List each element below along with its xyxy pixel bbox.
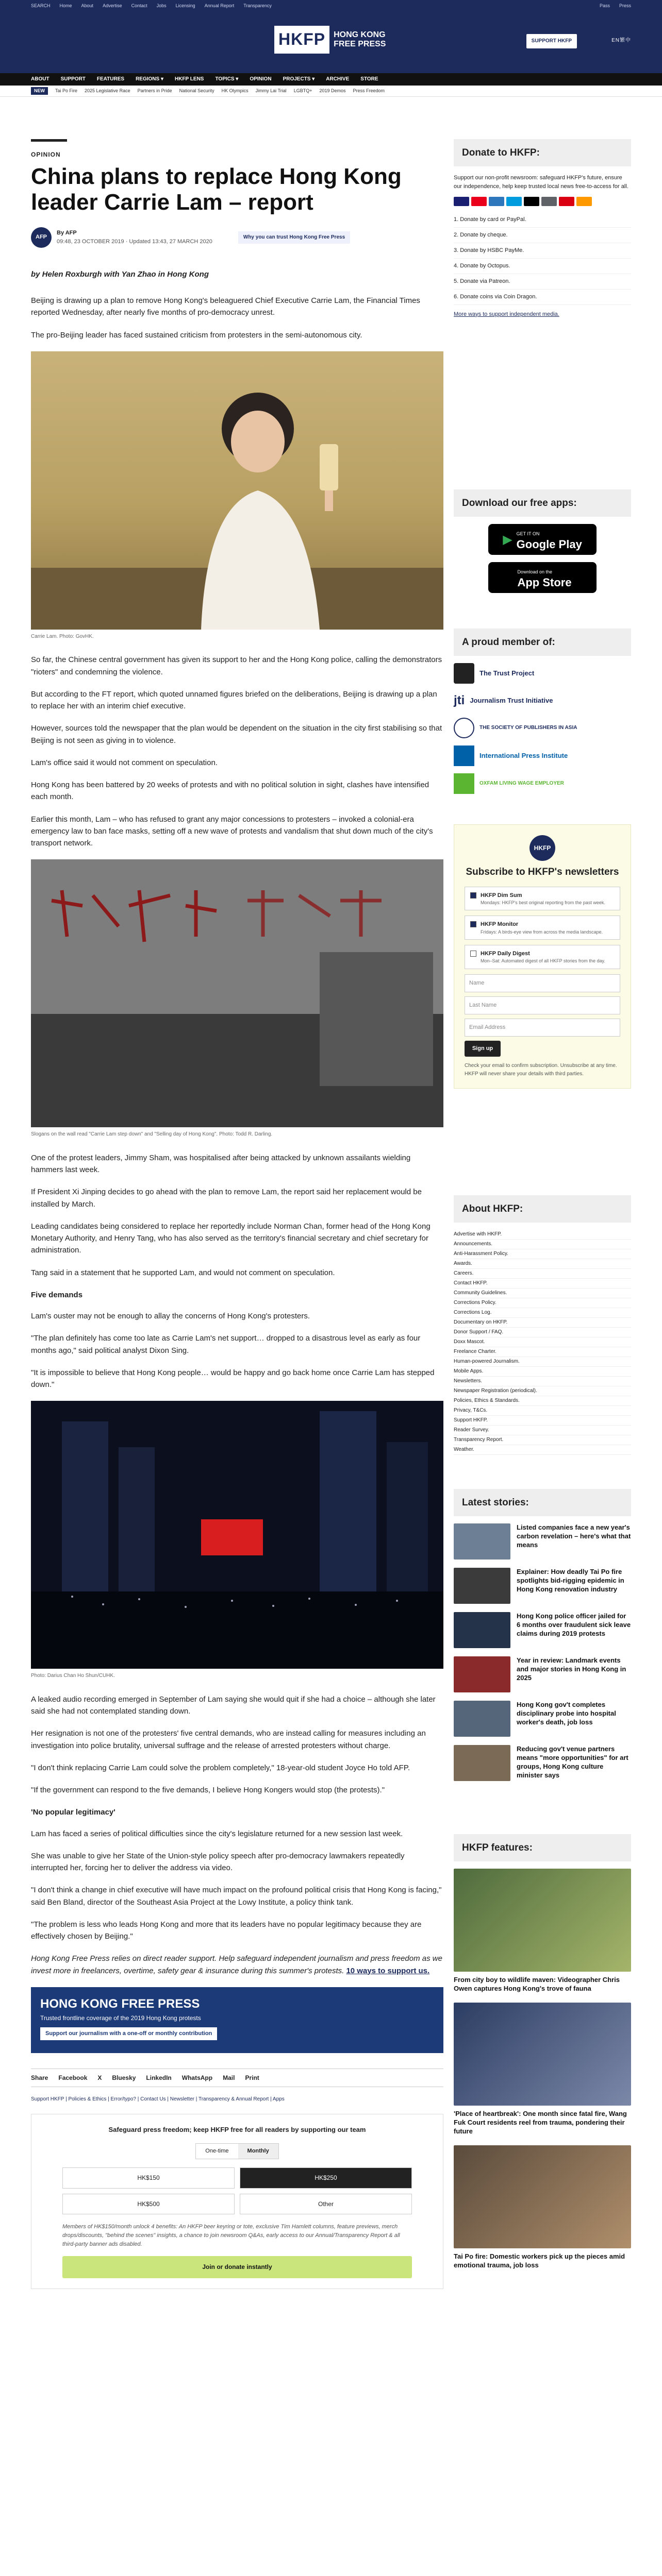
newsletter-fineprint: Check your email to confirm subscription. Unsubscribe at any time. HKFP will never share your details with third parties. (465, 1063, 617, 1077)
trust-icon (454, 663, 474, 684)
trending-item[interactable]: Tai Po Fire (55, 88, 78, 93)
trending-item[interactable]: Jimmy Lai Trial (255, 88, 287, 93)
visa-icon (454, 197, 469, 206)
feature-image (454, 2003, 631, 2106)
paragraph: Beijing is drawing up a plan to remove Hong Kong's beleaguered Chief Executive Carrie Lam, the Financial Times reported Wednesday, after nearly five months of pro-democracy unrest. (31, 296, 420, 317)
nav-archive[interactable]: ARCHIVE (326, 76, 350, 82)
checkbox[interactable] (470, 921, 476, 927)
play-icon: ▶ (503, 532, 512, 547)
join-donate-button[interactable]: Join or donate instantly (62, 2256, 412, 2278)
amount-option[interactable]: Other (240, 2194, 412, 2215)
apps-widget (454, 489, 631, 600)
carrie-lam-photo (31, 351, 443, 630)
section-heading: Five demands (31, 1290, 83, 1299)
about-link[interactable]: Documentary on HKFP. (454, 1318, 631, 1328)
member-name: The Trust Project (479, 669, 535, 677)
newsletter-option-dim-sum[interactable] (465, 887, 620, 911)
donate-widget (454, 139, 631, 319)
byline (31, 227, 443, 248)
logo-line2: FREE PRESS (334, 39, 386, 48)
more-ways-link[interactable]: More ways to support independent media. (454, 311, 559, 317)
gp-label: Google Play (516, 538, 582, 551)
about-link[interactable]: Freelance Charter. (454, 1347, 631, 1357)
about-link[interactable]: Awards. (454, 1259, 631, 1269)
nav-regions[interactable]: REGIONS ▾ (136, 76, 163, 82)
share-bar (31, 2069, 443, 2088)
paragraph: One of the protest leaders, Jimmy Sham, was hospitalised after being attacked by unknown assailants wielding hammers last week. (31, 1153, 411, 1175)
story-thumbnail (454, 1568, 510, 1604)
about-link[interactable]: Corrections Policy. (454, 1298, 631, 1308)
banner-title: HONG KONG FREE PRESS (40, 1996, 200, 2011)
story-thumbnail (454, 1523, 510, 1560)
paragraph: If President Xi Jinping decides to go ahead with the plan to remove Lam, the report said her replacement would be installed by March. (31, 1188, 422, 1209)
nav-features[interactable]: FEATURES (96, 76, 125, 82)
members-heading: A proud member of: (454, 629, 631, 656)
share-bluesky[interactable]: Bluesky (112, 2074, 136, 2081)
about-link[interactable]: Announcements. (454, 1240, 631, 1249)
ways-to-support-link[interactable]: 10 ways to support us. (346, 1966, 430, 1975)
about-link[interactable]: Newsletters. (454, 1377, 631, 1386)
paragraph: Lam's office said it would not comment on speculation. (31, 758, 218, 767)
octopus-icon (576, 197, 592, 206)
nav-projects[interactable]: PROJECTS ▾ (283, 76, 315, 82)
last-name-input[interactable]: Last Name (465, 996, 620, 1014)
story-item[interactable] (454, 1701, 631, 1737)
paypal-icon (506, 197, 522, 206)
site-logo[interactable] (274, 26, 386, 54)
nav-opinion[interactable]: OPINION (250, 76, 272, 82)
paragraph: "I don't think a change in chief executive will have much impact on the profound political crisis that Hong Kong is facing," said Ben Bland, director of the Southeast Asia Project at the Lowy Institute, a policy think tank. (31, 1886, 442, 1907)
support-note (31, 1953, 443, 1977)
story-title[interactable]: Listed companies face a new year's carbon revelation – here's what that means (517, 1523, 631, 1549)
paragraph: Her resignation is not one of the protesters' five central demands, who are instead calling for measures including an investigation into police brutality, universal suffrage and the release of arrested protesters without charge. (31, 1729, 426, 1750)
about-link[interactable]: Reader Survey. (454, 1426, 631, 1435)
story-item[interactable] (454, 1656, 631, 1692)
author-name[interactable]: By AFP (57, 229, 77, 236)
app-store-badge[interactable] (488, 562, 597, 593)
about-link[interactable]: Corrections Log. (454, 1308, 631, 1318)
trust-link[interactable]: Why you can trust Hong Kong Free Press (238, 231, 350, 244)
ipi-icon (454, 745, 474, 766)
about-link[interactable]: Mobile Apps. (454, 1367, 631, 1377)
graffiti-illustration (31, 859, 443, 1127)
checkbox[interactable] (470, 951, 476, 957)
paragraph: Lam has faced a series of political difficulties since the city's legislature returned for a new session last week. (31, 1829, 403, 1838)
donate-item[interactable]: 1. Donate by card or PayPal. (454, 212, 631, 228)
support-note-text: Hong Kong Free Press relies on direct reader support. Help safeguard independent journalism and press freedom as we invest more in freelancers, overtime, safety gear & insurance during this summer's protests. (31, 1954, 442, 1975)
frequency-toggle (195, 2143, 278, 2159)
amount-options (62, 2167, 412, 2214)
ipi-logo[interactable] (454, 745, 631, 766)
article (31, 139, 443, 2289)
donation-box (31, 2114, 443, 2289)
logo-text (334, 30, 386, 48)
paragraph: However, sources told the newspaper that the plan would be dependent on the situation in the city first stabilising so that Beijing is not seen as giving in to violence. (31, 724, 442, 745)
member-name: THE SOCIETY OF PUBLISHERS IN ASIA (479, 724, 577, 731)
share-whatsapp[interactable]: WhatsApp (181, 2074, 213, 2081)
paragraph: "It is impossible to believe that Hong Kong people… would be happy and go back home once Carrie Lam has stepped down." (31, 1368, 435, 1389)
feature-title[interactable]: From city boy to wildlife maven: Videographer Chris Owen captures Hong Kong's trove of fauna (454, 1976, 620, 1993)
share-linkedin[interactable]: LinkedIn (146, 2074, 172, 2081)
story-title[interactable]: Explainer: How deadly Tai Po fire spotlights bid-rigging epidemic in Hong Kong renovation industry (517, 1568, 624, 1594)
nav-topics[interactable]: TOPICS ▾ (215, 76, 239, 82)
share-facebook[interactable]: Facebook (58, 2074, 88, 2081)
support-banner[interactable] (31, 1987, 443, 2053)
nav-hkfp-lens[interactable]: HKFP LENS (174, 76, 204, 82)
story-thumbnail (454, 1745, 510, 1781)
option-desc: Mon–Sat: Automated digest of all HKFP stories from the day. (481, 958, 605, 964)
paragraph: Lam's ouster may not be enough to allay the concerns of Hong Kong's protesters. (31, 1312, 310, 1321)
pass-link[interactable]: Pass (599, 3, 610, 9)
one-time-option[interactable]: One-time (205, 2148, 229, 2155)
about-link[interactable]: Transparency Report. (454, 1435, 631, 1445)
trending-item[interactable]: 2019 Demos (319, 88, 346, 93)
story-thumbnail (454, 1612, 510, 1648)
paragraph: A leaked audio recording emerged in September of Lam saying she would quit if she had a choice – although she later said she had not contemplated standing down. (31, 1694, 436, 1716)
story-title[interactable]: Reducing gov't venue partners means "more opportunities" for art groups, Hong Kong culture minister says (517, 1745, 628, 1780)
newsletter-title: Subscribe to HKFP's newsletters (466, 867, 619, 877)
email-input[interactable]: Email Address (465, 1019, 620, 1037)
donate-item[interactable]: 3. Donate by HSBC PayMe. (454, 243, 631, 259)
jti-icon: jti (454, 693, 465, 708)
jobs-link[interactable]: Jobs (156, 3, 167, 9)
feature-item[interactable] (454, 2003, 631, 2136)
about-link[interactable]: Weather. (454, 1445, 631, 1455)
search-link[interactable]: SEARCH (31, 3, 51, 9)
about-link[interactable]: Doxx Mascot. (454, 1337, 631, 1347)
member-name: Journalism Trust Initiative (470, 696, 553, 704)
member-name: OXFAM LIVING WAGE EMPLOYER (479, 780, 564, 786)
feature-title[interactable]: 'Place of heartbreak': One month since fatal fire, Wang Fuk Court residents reel from trauma, pondering their future (454, 2110, 627, 2135)
rally-illustration (31, 1401, 443, 1669)
donate-item[interactable]: 2. Donate by cheque. (454, 228, 631, 243)
jti-logo[interactable] (454, 691, 631, 710)
graffiti-photo (31, 859, 443, 1127)
about-link[interactable]: Newspaper Registration (periodical). (454, 1386, 631, 1396)
authors-line: by Helen Roxburgh with Yan Zhao in Hong Kong (31, 269, 209, 279)
as-label: App Store (517, 576, 572, 589)
feature-item[interactable] (454, 1869, 631, 1993)
publish-dates: 09:48, 23 OCTOBER 2019 · Updated 13:43, 27 MARCH 2020 (57, 238, 212, 245)
option-name: HKFP Daily Digest (481, 951, 530, 957)
contact-link[interactable]: Contact (131, 3, 147, 9)
paragraph: "The plan definitely has come too late as Carrie Lam's net support… dropped to a disastrous level as early as four months ago," said political analyst Dixon Sing. (31, 1334, 421, 1355)
google-pay-icon (541, 197, 557, 206)
amount-option[interactable]: HK$250 (240, 2167, 412, 2189)
about-heading: About HKFP: (454, 1195, 631, 1223)
paragraph: Earlier this month, Lam – who has refused to grant any major concessions to protesters – invoked a colonial-era emergency law to ban face masks, setting off a new wave of protests and vandalism that shut down much of the city's transport network. (31, 815, 433, 848)
paragraph: Leading candidates being considered to replace her reportedly include Norman Chan, former head of the Hong Kong Monetary Authority, and Henry Tang, who has also served as the territory's financial secretary and chief secretary for administration. (31, 1222, 431, 1255)
checkbox[interactable] (470, 892, 476, 899)
latest-widget (454, 1489, 631, 1789)
photo-caption: Carrie Lam. Photo: GovHK. (31, 633, 94, 639)
donate-heading: Donate to HKFP: (454, 139, 631, 166)
story-item[interactable] (454, 1745, 631, 1781)
trending-item[interactable]: Press Freedom (353, 88, 385, 93)
transparency-link[interactable]: Transparency (243, 3, 272, 9)
about-link[interactable]: About (81, 3, 94, 9)
share-print[interactable]: Print (245, 2074, 259, 2081)
about-widget (454, 1195, 631, 1455)
oxfam-icon (454, 773, 474, 794)
about-link[interactable]: Contact HKFP. (454, 1279, 631, 1289)
payment-icons (454, 197, 631, 206)
rally-photo (31, 1401, 443, 1669)
amex-icon (489, 197, 504, 206)
newsletter-option-monitor[interactable] (465, 916, 620, 940)
hkfp-badge: HKFP (529, 835, 555, 861)
donate-list (454, 212, 631, 305)
feature-title[interactable]: Tai Po fire: Domestic workers pick up the pieces amid emotional trauma, job loss (454, 2252, 625, 2269)
advertise-link[interactable]: Advertise (103, 3, 122, 9)
nav-about[interactable]: ABOUT (31, 76, 49, 82)
feature-image (454, 2145, 631, 2248)
option-name: HKFP Monitor (481, 921, 519, 928)
oxfam-logo[interactable] (454, 773, 631, 794)
share-mail[interactable]: Mail (223, 2074, 235, 2081)
category-label[interactable]: OPINION (31, 151, 61, 158)
divider (31, 139, 67, 142)
photo-caption: Slogans on the wall read "Carrie Lam step down" and "Selling day of Hong Kong". Photo: Todd R. Darling. (31, 1131, 273, 1138)
sopa-logo[interactable] (454, 718, 631, 738)
about-link[interactable]: Careers. (454, 1269, 631, 1279)
language-switch[interactable]: EN繁中 (611, 38, 631, 43)
support-hkfp-button[interactable]: SUPPORT HKFP (526, 34, 577, 48)
story-thumbnail (454, 1701, 510, 1737)
portrait-illustration (31, 351, 443, 630)
trending-item[interactable]: LGBTQ+ (293, 88, 312, 93)
donate-item[interactable]: 6. Donate coins via Coin Dragon. (454, 290, 631, 305)
trending-item[interactable]: HK Olympics (221, 88, 249, 93)
amount-option[interactable]: HK$500 (62, 2194, 235, 2215)
apps-heading: Download our free apps: (454, 489, 631, 517)
section-heading: 'No popular legitimacy' (31, 1808, 115, 1817)
nav-support[interactable]: SUPPORT (60, 76, 86, 82)
donate-item[interactable]: 4. Donate by Octopus. (454, 259, 631, 274)
monthly-option[interactable]: Monthly (238, 2144, 278, 2159)
payme-icon (559, 197, 574, 206)
story-title[interactable]: Hong Kong gov't completes disciplinary probe into hospital worker's death, job loss (517, 1701, 616, 1726)
licensing-link[interactable]: Licensing (175, 3, 195, 9)
story-item[interactable] (454, 1568, 631, 1604)
home-link[interactable]: Home (59, 3, 72, 9)
membership-benefits: Members of HK$150/month unlock 4 benefits: An HKFP beer keyring or tote, exclusive Tim Hamlett columns, feature previews, merch drops/discounts, "behind the scenes" insights, a chance to join newsroom Q&As, early access to our Annual/Transparency Report & all third-party banner ads disabled. (62, 2224, 400, 2248)
sopa-icon (454, 718, 474, 738)
option-desc: Fridays: A birds-eye view from across the media landscape. (481, 929, 603, 935)
gp-small: GET IT ON (516, 531, 540, 537)
name-input[interactable]: Name (465, 974, 620, 992)
paragraph: "I don't think replacing Carrie Lam could solve the problem completely," 18-year-old student Joyce Ho told AFP. (31, 1763, 410, 1772)
utility-bar (0, 0, 662, 12)
feature-image (454, 1869, 631, 1972)
paragraph: Tang said in a statement that he supported Lam, and would not comment on speculation. (31, 1268, 335, 1277)
paragraph: So far, the Chinese central government has given its support to her and the Hong Kong police, calling the demonstrators "rioters" and condemning the violence. (31, 655, 442, 676)
apple-pay-icon (524, 197, 539, 206)
trending-item[interactable]: Partners in Pride (137, 88, 172, 93)
main-nav (0, 73, 662, 86)
mastercard-icon (471, 197, 487, 206)
latest-heading: Latest stories: (454, 1489, 631, 1516)
banner-cta: Support our journalism with a one-off or monthly contribution (40, 2027, 217, 2040)
about-link[interactable]: Community Guidelines. (454, 1289, 631, 1298)
google-play-badge[interactable] (488, 524, 597, 555)
about-link[interactable]: Policies, Ethics & Standards. (454, 1396, 631, 1406)
new-badge: NEW (31, 87, 48, 95)
about-link[interactable]: Human-powered Journalism. (454, 1357, 631, 1367)
policy-links[interactable]: Support HKFP | Policies & Ethics | Error/typo? | Contact Us | Newsletter | Transparency & Annual Report | Apps (31, 2096, 285, 2103)
features-heading: HKFP features: (454, 1834, 631, 1861)
newsletter-option-daily[interactable] (465, 945, 620, 969)
about-link[interactable]: Anti-Harassment Policy. (454, 1249, 631, 1259)
story-title[interactable]: Year in review: Landmark events and major stories in Hong Kong in 2025 (517, 1656, 626, 1682)
story-title[interactable]: Hong Kong police officer jailed for 6 months over fraudulent sick leave claims during 2019 protests (517, 1612, 631, 1638)
feature-item[interactable] (454, 2145, 631, 2270)
share-label: Share (31, 2074, 48, 2081)
trust-project-logo[interactable] (454, 663, 631, 684)
option-name: HKFP Dim Sum (481, 892, 522, 899)
trending-item[interactable]: 2025 Legislative Race (85, 88, 130, 93)
story-item[interactable] (454, 1523, 631, 1560)
donation-heading: Safeguard press freedom; keep HKFP free for all readers by supporting our team (108, 2125, 366, 2133)
features-widget (454, 1834, 631, 2279)
trending-item[interactable]: National Security (179, 88, 214, 93)
amount-option[interactable]: HK$150 (62, 2167, 235, 2189)
paragraph: The pro-Beijing leader has faced sustained criticism from protesters in the semi-autonomous city. (31, 330, 362, 340)
about-link[interactable]: Support HKFP. (454, 1416, 631, 1426)
member-name: International Press Institute (479, 751, 568, 759)
paragraph: She was unable to give her State of the Union-style policy speech after pro-democracy lawmakers repeatedly interrupted her, forcing her to deliver the address via video. (31, 1851, 405, 1873)
about-link[interactable]: Advertise with HKFP. (454, 1230, 631, 1240)
logo-mark: HKFP (274, 26, 329, 54)
paragraph: Hong Kong has been battered by 20 weeks of protests and with no political solution in sight, clashes have intensified each month. (31, 781, 429, 802)
banner-subtitle: Trusted frontline coverage of the 2019 Hong Kong protests (40, 2014, 201, 2022)
annual-report-link[interactable]: Annual Report (204, 3, 235, 9)
story-item[interactable] (454, 1612, 631, 1648)
site-header (0, 12, 662, 73)
trending-bar (0, 86, 662, 97)
press-link[interactable]: Press (619, 3, 631, 9)
sign-up-button[interactable]: Sign up (465, 1041, 501, 1057)
about-link[interactable]: Privacy, T&Cs. (454, 1406, 631, 1416)
share-x[interactable]: X (97, 2074, 102, 2081)
newsletter-widget (454, 824, 631, 1089)
members-widget (454, 629, 631, 801)
option-desc: Mondays: HKFP's best original reporting from the past week. (481, 900, 605, 905)
paragraph: "The problem is less who leads Hong Kong and more that its leaders have no popular legitimacy because they are effectively chosen by Beijing." (31, 1920, 422, 1941)
as-small: Download on the (517, 569, 552, 575)
author-avatar[interactable]: AFP (31, 227, 52, 248)
paragraph: But according to the FT report, which quoted unnamed figures briefed on the deliberations, Beijing is drawing up a plan to replace her with an interim chief executive. (31, 689, 437, 711)
about-link[interactable]: Donor Support / FAQ. (454, 1328, 631, 1337)
donate-item[interactable]: 5. Donate via Patreon. (454, 274, 631, 290)
photo-caption: Photo: Darius Chan Ho Shun/CUHK. (31, 1673, 115, 1679)
story-thumbnail (454, 1656, 510, 1692)
donate-text[interactable]: Support our non-profit newsroom: safeguard HKFP's future, ensure our independence, help keep trusted local news free-to-access for all. (454, 175, 628, 190)
about-list (454, 1230, 631, 1455)
nav-store[interactable]: STORE (360, 76, 378, 82)
logo-line1: HONG KONG (334, 30, 386, 40)
paragraph: "If the government can respond to the five demands, I believe Hong Kongers would stop (the protests)." (31, 1786, 385, 1795)
article-title: China plans to replace Hong Kong leader Carrie Lam – report (31, 163, 402, 215)
